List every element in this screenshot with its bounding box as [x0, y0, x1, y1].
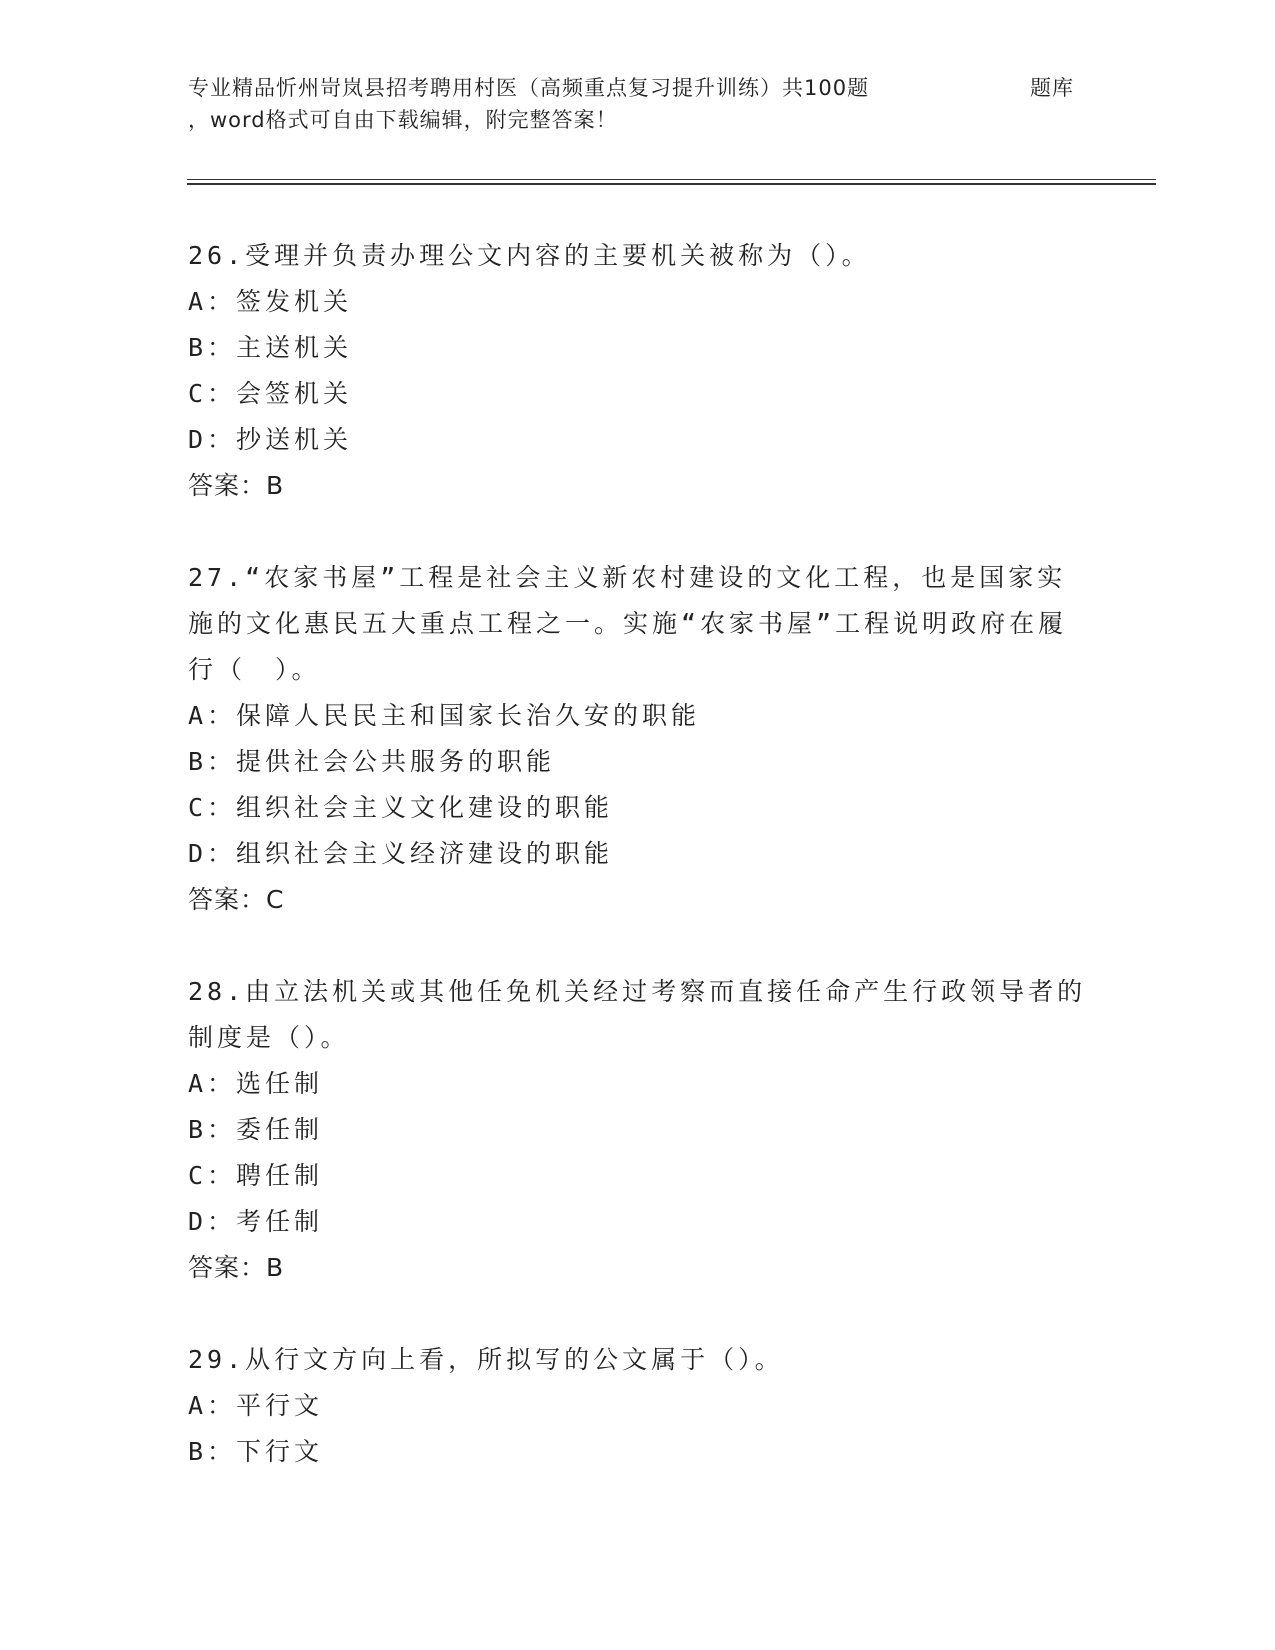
question-text: 29.从行文方向上看，所拟写的公文属于（）。 [188, 1345, 784, 1374]
option-c: C：聘任制 [188, 1161, 324, 1190]
question-28 [188, 969, 1088, 1291]
header-title-line-2: ，word格式可自由下载编辑，附完整答案！ [188, 108, 618, 132]
question-text: 27.“农家书屋”工程是社会主义新农村建设的文化工程，也是国家实施的文化惠民五大重点工程之一。实施“农家书屋”工程说明政府在履行（ ）。 [188, 563, 1068, 684]
option-d: D：抄送机关 [188, 425, 353, 454]
question-list [188, 233, 1088, 1521]
document-header [188, 72, 1088, 136]
question-27 [188, 555, 1088, 923]
option-d: D：组织社会主义经济建设的职能 [188, 839, 614, 868]
option-a: A：选任制 [188, 1069, 324, 1098]
header-rule-thick [187, 183, 1156, 185]
question-26 [188, 233, 1088, 509]
option-c: C：组织社会主义文化建设的职能 [188, 793, 614, 822]
option-b: B：主送机关 [188, 333, 353, 362]
answer: 答案：B [188, 471, 285, 500]
option-a: A：签发机关 [188, 287, 353, 316]
question-text: 28.由立法机关或其他任免机关经过考察而直接任命产生行政领导者的制度是（）。 [188, 977, 1087, 1052]
answer: 答案：C [188, 885, 285, 914]
option-b: B：下行文 [188, 1437, 324, 1466]
question-29 [188, 1337, 1088, 1475]
header-tag: 题库 [1030, 76, 1074, 100]
header-rule-thin [187, 179, 1156, 180]
option-c: C：会签机关 [188, 379, 353, 408]
header-title-line-1: 专业精品忻州岢岚县招考聘用村医（高频重点复习提升训练）共100题 [188, 76, 870, 100]
option-a: A：保障人民民主和国家长治久安的职能 [188, 701, 701, 730]
option-b: B：提供社会公共服务的职能 [188, 747, 556, 776]
question-text: 26.受理并负责办理公文内容的主要机关被称为（）。 [188, 241, 871, 270]
answer: 答案：B [188, 1253, 285, 1282]
option-d: D：考任制 [188, 1207, 324, 1236]
option-b: B：委任制 [188, 1115, 324, 1144]
option-a: A：平行文 [188, 1391, 324, 1420]
